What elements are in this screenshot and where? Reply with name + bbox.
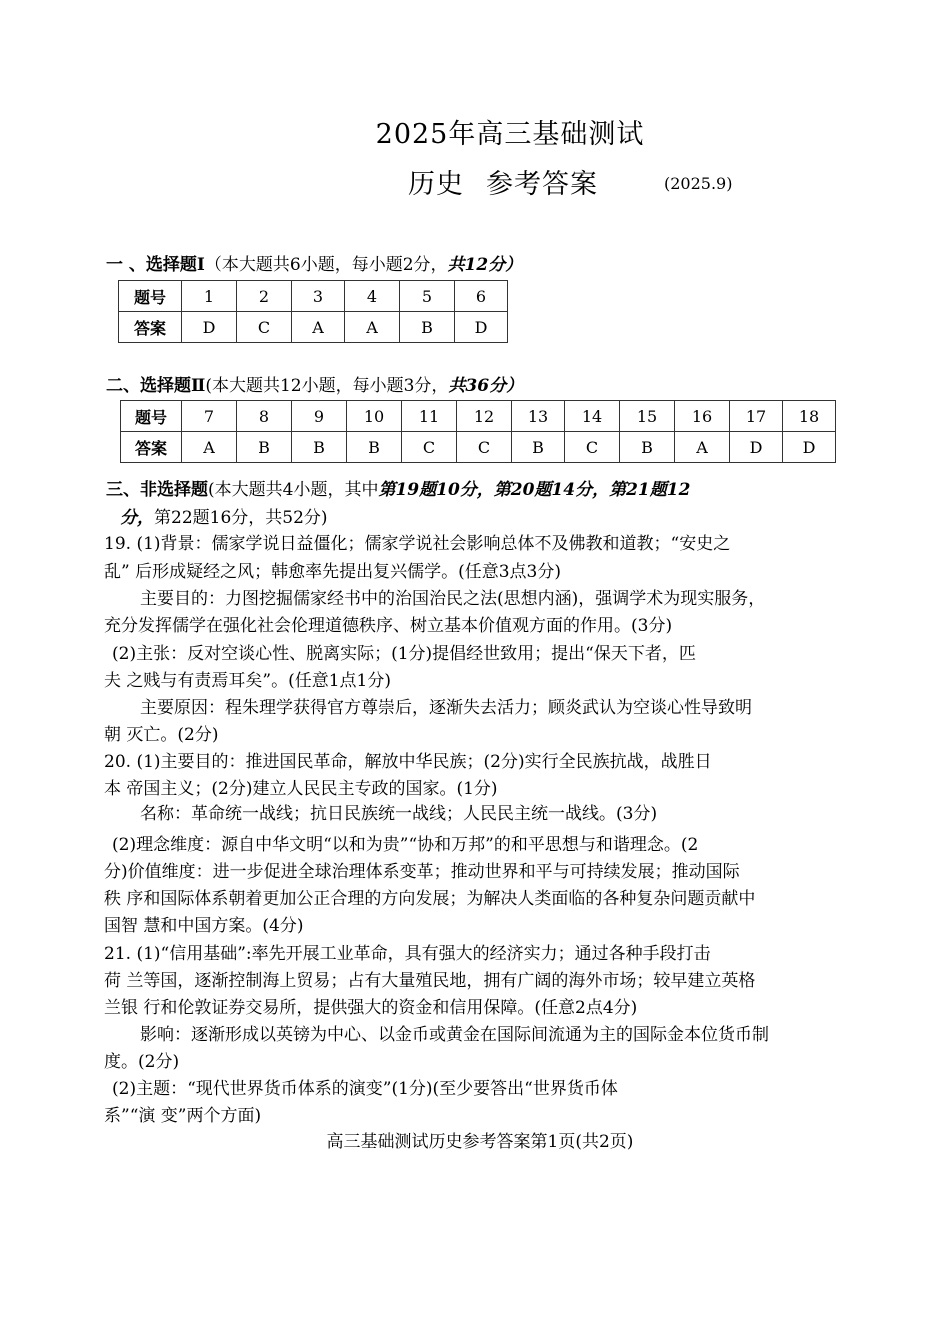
- row-label-answer: 答案: [121, 432, 182, 463]
- question-number-cell: 2: [237, 281, 292, 312]
- answer-cell: C: [565, 432, 620, 463]
- answer-cell: D: [455, 312, 508, 343]
- answer-line: 度。(2分): [104, 1052, 180, 1072]
- question-number-cell: 12: [457, 401, 512, 432]
- question-number-cell: 16: [675, 401, 730, 432]
- question-number-cell: 6: [455, 281, 508, 312]
- section3-scores: 第19题10分，第20题14分，第21题12: [378, 480, 691, 500]
- section1-label: 一 、选择题Ⅰ: [106, 255, 205, 275]
- question-number-cell: 7: [182, 401, 237, 432]
- answer-cell: A: [345, 312, 400, 343]
- answer-line: 朝 灭亡。(2分): [104, 725, 219, 745]
- answer-cell: B: [347, 432, 402, 463]
- answer-line: 荷 兰等国，逐渐控制海上贸易；占有大量殖民地，拥有广阔的海外市场；较早建立英格: [104, 971, 756, 991]
- page-footer: 高三基础测试历史参考答案第1页(共2页): [326, 1132, 634, 1152]
- question-number-cell: 14: [565, 401, 620, 432]
- answer-cell: B: [400, 312, 455, 343]
- answer-line: 系”“演 变”两个方面): [104, 1106, 262, 1126]
- question-number-cell: 8: [237, 401, 292, 432]
- answer-line: 名称：革命统一战线；抗日民族统一战线；人民民主统一战线。(3分): [140, 804, 658, 824]
- question-number-cell: 1: [182, 281, 237, 312]
- section1-heading: [106, 250, 522, 275]
- question-number-cell: 17: [730, 401, 783, 432]
- answer-cell: C: [237, 312, 292, 343]
- section3-note: (本大题共4小题，其中: [208, 480, 379, 500]
- answer-line: 20. (1)主要目的：推进国民革命，解放中华民族；(2分)实行全民族抗战，战胜日: [104, 752, 712, 772]
- section2-note: (本大题共12小题，每小题3分，: [205, 376, 449, 396]
- section3-heading: [106, 475, 690, 500]
- section3-total: 第22题16分，共52分): [154, 508, 328, 528]
- answer-cell: A: [675, 432, 730, 463]
- section1-note: （本大题共6小题，每小题2分，: [204, 255, 448, 275]
- answer-line: 秩 序和国际体系朝着更加公正合理的方向发展；为解决人类面临的各种复杂问题贡献中: [104, 889, 756, 909]
- answer-cell: C: [402, 432, 457, 463]
- answer-key-label: 参考答案: [486, 169, 598, 200]
- answer-cell: A: [292, 312, 345, 343]
- row-label-question: 题号: [121, 401, 182, 432]
- answer-line: 主要原因：程朱理学获得官方尊崇后，逐渐失去活力；顾炎武认为空谈心性导致明: [140, 698, 752, 718]
- section1-total: 共12分）: [447, 255, 523, 275]
- answer-line: 兰银 行和伦敦证券交易所，提供强大的资金和信用保障。(任意2点4分): [104, 998, 638, 1018]
- question-number-cell: 10: [347, 401, 402, 432]
- question-number-cell: 9: [292, 401, 347, 432]
- question-number-cell: 18: [783, 401, 836, 432]
- section2-answer-table: [120, 400, 836, 463]
- answer-cell: D: [783, 432, 836, 463]
- answer-line: 分)价值维度：进一步促进全球治理体系变革；推动世界和平与可持续发展；推动国际: [104, 862, 740, 882]
- answer-line: 19. (1)背景：儒家学说日益僵化；儒家学说社会影响总体不及佛教和道教；“安史之: [104, 534, 731, 554]
- answer-line: 本 帝国主义；(2分)建立人民民主专政的国家。(1分): [104, 779, 498, 799]
- answer-line: 21. (1)“信用基础”:率先开展工业革命，具有强大的经济实力；通过各种手段打击: [104, 944, 711, 964]
- answer-line: 国智 慧和中国方案。(4分): [104, 916, 304, 936]
- answer-cell: B: [292, 432, 347, 463]
- answer-cell: B: [512, 432, 565, 463]
- section2-total: 共36分）: [448, 376, 524, 396]
- exam-date: (2025.9): [664, 174, 733, 193]
- answer-line: (2)主题：“现代世界货币体系的演变”(1分)(至少要答出“世界货币体: [112, 1079, 618, 1099]
- answer-line: 影响：逐渐形成以英镑为中心、以金币或黄金在国际间流通为主的国际金本位货币制: [140, 1025, 769, 1045]
- answer-cell: D: [730, 432, 783, 463]
- answer-line: 乱” 后形成疑经之风；韩愈率先提出复兴儒学。(任意3点3分): [104, 562, 561, 582]
- section3-heading-line2: [120, 503, 328, 528]
- answer-cell: C: [457, 432, 512, 463]
- page-title: 2025年高三基础测试: [375, 119, 645, 150]
- answer-line: 主要目的：力图挖掘儒家经书中的治国治民之法(思想内涵)，强调学术为现实服务，: [140, 589, 766, 609]
- question-number-cell: 11: [402, 401, 457, 432]
- question-number-cell: 13: [512, 401, 565, 432]
- section2-heading: [106, 371, 523, 396]
- answer-line: (2)理念维度：源自中华文明“以和为贵”“协和万邦”的和平思想与和谐理念。(2: [112, 835, 699, 855]
- row-label-question: 题号: [119, 281, 182, 312]
- answer-cell: D: [182, 312, 237, 343]
- section1-answer-table: [118, 280, 508, 343]
- answer-line: 充分发挥儒学在强化社会伦理道德秩序、树立基本价值观方面的作用。(3分): [104, 616, 673, 636]
- section2-label: 二、选择题Ⅱ: [106, 376, 206, 396]
- answer-cell: A: [182, 432, 237, 463]
- question-number-cell: 15: [620, 401, 675, 432]
- answer-line: 夫 之贱与有责焉耳矣”。(任意1点1分): [104, 671, 391, 691]
- row-label-answer: 答案: [119, 312, 182, 343]
- answer-cell: B: [237, 432, 292, 463]
- question-number-cell: 4: [345, 281, 400, 312]
- answer-cell: B: [620, 432, 675, 463]
- question-number-cell: 5: [400, 281, 455, 312]
- page-subtitle: [408, 162, 598, 201]
- question-number-cell: 3: [292, 281, 345, 312]
- subject-label: 历史: [408, 169, 464, 200]
- section3-label: 三、非选择题: [106, 480, 208, 500]
- section3-scores-cont: 分，: [120, 508, 154, 528]
- answer-line: (2)主张：反对空谈心性、脱离实际；(1分)提倡经世致用；提出“保天下者，匹: [112, 644, 696, 664]
